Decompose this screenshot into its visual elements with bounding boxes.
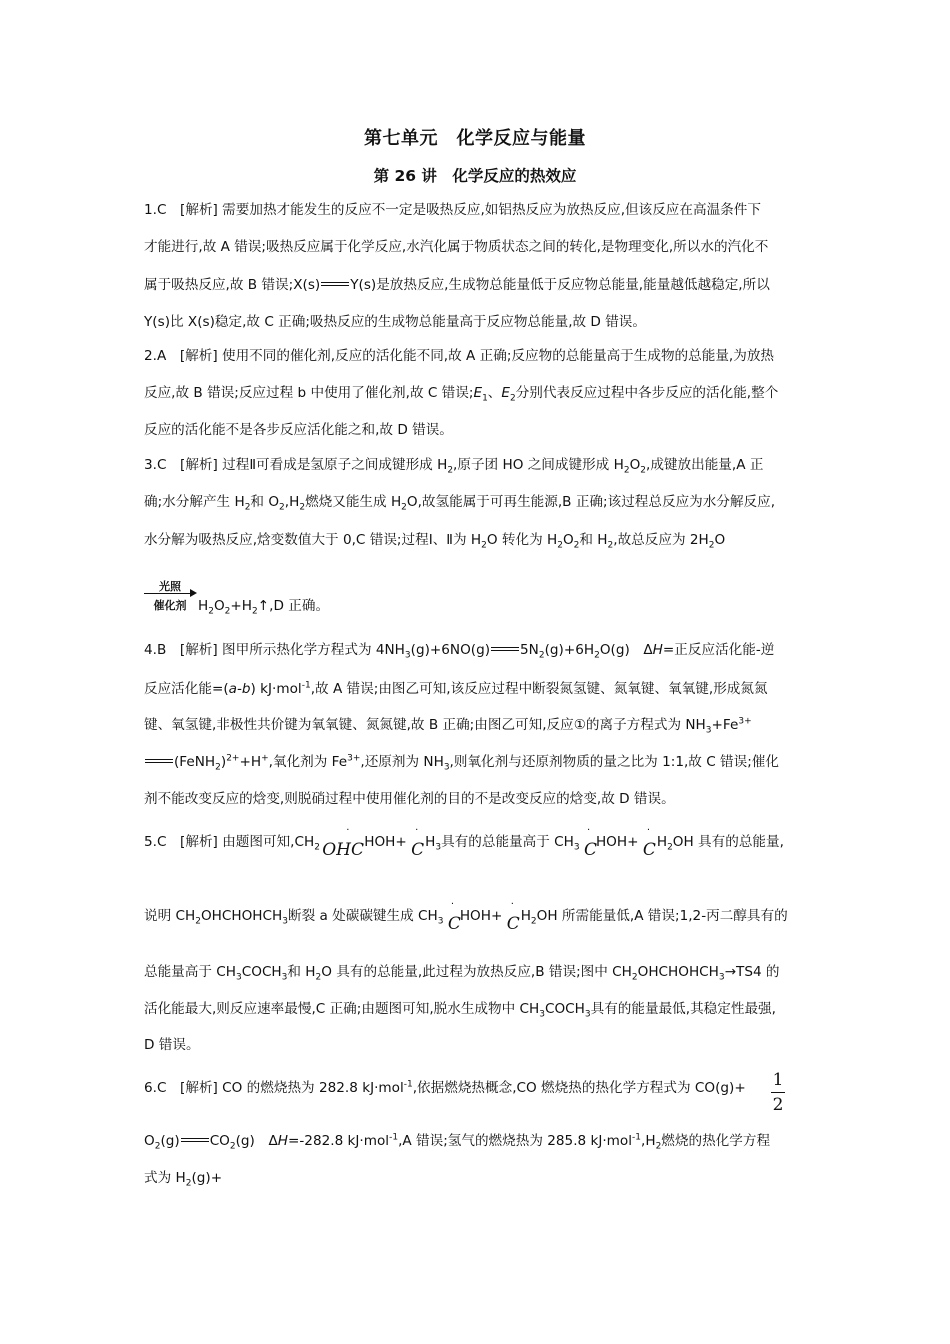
q1-line-3: 属于吸热反应,故 B 错误;X(s) Y(s)是放热反应,生成物总能量低于反应物总能量,能量越低越稳定,所以	[144, 277, 770, 293]
q3-line-4: $H_2O_2+H_2↑,D$ 正确。	[198, 598, 330, 617]
q5-line-4: 活化能最大,则反应速率最慢,C 正确;由题图可知,脱水生成物中 $CH_3COCH_3$具有的能量最低,其稳定性最强,	[144, 1001, 776, 1020]
fraction-one-half: 1 2	[772, 1070, 784, 1115]
q3-line-1: 3.C [解析] 过程Ⅱ可看成是氢原子之间成键形成 $H_2$,原子团 HO 之间成键形成 $H_2O_2$,成键放出能量,A 正	[144, 457, 764, 476]
q5-line-5: D 错误。	[144, 1037, 200, 1053]
q6-line-3: 式为 $H_2(g)+$	[144, 1170, 223, 1189]
q1-line-4: Y(s)比 X(s)稳定,故 C 正确;吸热反应的生成物总能量高于反应物总能量,故 D 错误。	[144, 314, 646, 330]
q2-line-1: 2.A [解析] 使用不同的催化剂,反应的活化能不同,故 A 正确;反应物的总能量高于生成物的总能量,为放热	[144, 348, 775, 364]
q2-line-3: 反应的活化能不是各步反应活化能之和,故 D 错误。	[144, 422, 453, 438]
q4-line-3: 键、氧氢键,非极性共价键为氧氧键、氮氮键,故 B 正确;由图乙可知,反应①的离子方程式为 $NH_3+Fe^{3+}$	[144, 716, 752, 736]
q4-line-5: 剂不能改变反应的焓变,则脱硝过程中使用催化剂的目的不是改变反应的焓变,故 D 错误。	[144, 791, 675, 807]
q3-line-3: 水分解为吸热反应,焓变数值大于 0,C 错误;过程Ⅰ、Ⅱ为 $H_2O$ 转化为 $H_2O_2$和 $H_2$,故总反应为 $2H_2O$	[144, 532, 726, 551]
q6-line-2: $O_2(g)$ $CO_2(g)$ ΔH=-282.8 kJ·mol$^{-1}$,A 错误;氢气的燃烧热为 285.8 $kJ\cdot mol^{-1},H_2$燃烧的热化学方程	[144, 1132, 771, 1152]
q6-line-1: 6.C [解析] CO 的燃烧热为 282.8 kJ·mol$^{-1}$,依据燃烧热概念,CO 燃烧热的热化学方程式为 CO(g)+	[144, 1079, 746, 1096]
arrow-condition-bottom: 催化剂	[153, 599, 187, 612]
q5-line-3: 总能量高于 $CH_3COCH_3$和 $H_2O$ 具有的总能量,此过程为放热反应,B 错误;图中 $CH_2OHCHOHCH_3\to TS4$ 的	[144, 964, 780, 983]
equation-sign	[320, 280, 350, 290]
arrow-line-icon	[144, 593, 194, 594]
q4-line-4: (FeNH$_2$)$^{2+}$+H+,氧化剂为 $Fe^{3+}$,还原剂为 $NH_3$,则氧化剂与还原剂物质的量之比为 1:1,故 C 错误;催化	[144, 756, 779, 770]
q1-line-1: 1.C [解析] 需要加热才能发生的反应不一定是吸热反应,如铝热反应为放热反应,但该反应在高温条件下	[144, 202, 761, 218]
q4-line-2: 反应活化能=(a-b) kJ·mol$^{-1}$,故 A 错误;由图乙可知,该反应过程中断裂氮氢键、氮氧键、氧氧键,形成氮氮	[144, 680, 768, 697]
q5-line-1: 5.C [解析] 由题图可知$,CH_2$ · OHC HOH+ · C $H_3$具有的总能量高于 $CH_3$ · C HOH+ · C $H_2OH$ 具有的总能量,	[144, 825, 784, 860]
q2-line-2: 反应,故 B 错误;反应过程 b 中使用了催化剂,故 C 错误$;E_1$、$E_2$分别代表反应过程中各步反应的活化能,整个	[144, 385, 779, 404]
arrow-condition-top: 光照	[159, 580, 181, 593]
lesson-title: 第 26 讲 化学反应的热效应	[373, 167, 577, 185]
unit-title: 第七单元 化学反应与能量	[364, 128, 586, 149]
q5-line-2: 说明 $CH_2OHCHOHCH_3$断裂 a 处碳碳键生成 $CH_3$ · C HOH+ · C $H_2OH$ 所需能量低,A 错误;1,2-丙二醇具有的	[144, 899, 788, 934]
arrow-head-icon	[190, 589, 197, 597]
q3-line-2: 确;水分解产生 $H_2$和 $O_2,H_2$燃烧又能生成 $H_2O$,故氢能属于可再生能源,B 正确;该过程总反应为水分解反应,	[144, 494, 776, 513]
reaction-arrow	[144, 578, 196, 612]
q1-line-2: 才能进行,故 A 错误;吸热反应属于化学反应,水汽化属于物质状态之间的转化,是物理变化,所以水的汽化不	[144, 239, 769, 255]
q4-line-1: 4.B [解析] 图甲所示热化学方程式为 $4NH_3(g)+6NO(g)$ $5N_2(g)+6H_2O(g)$ ΔH=正反应活化能-逆	[144, 642, 775, 661]
